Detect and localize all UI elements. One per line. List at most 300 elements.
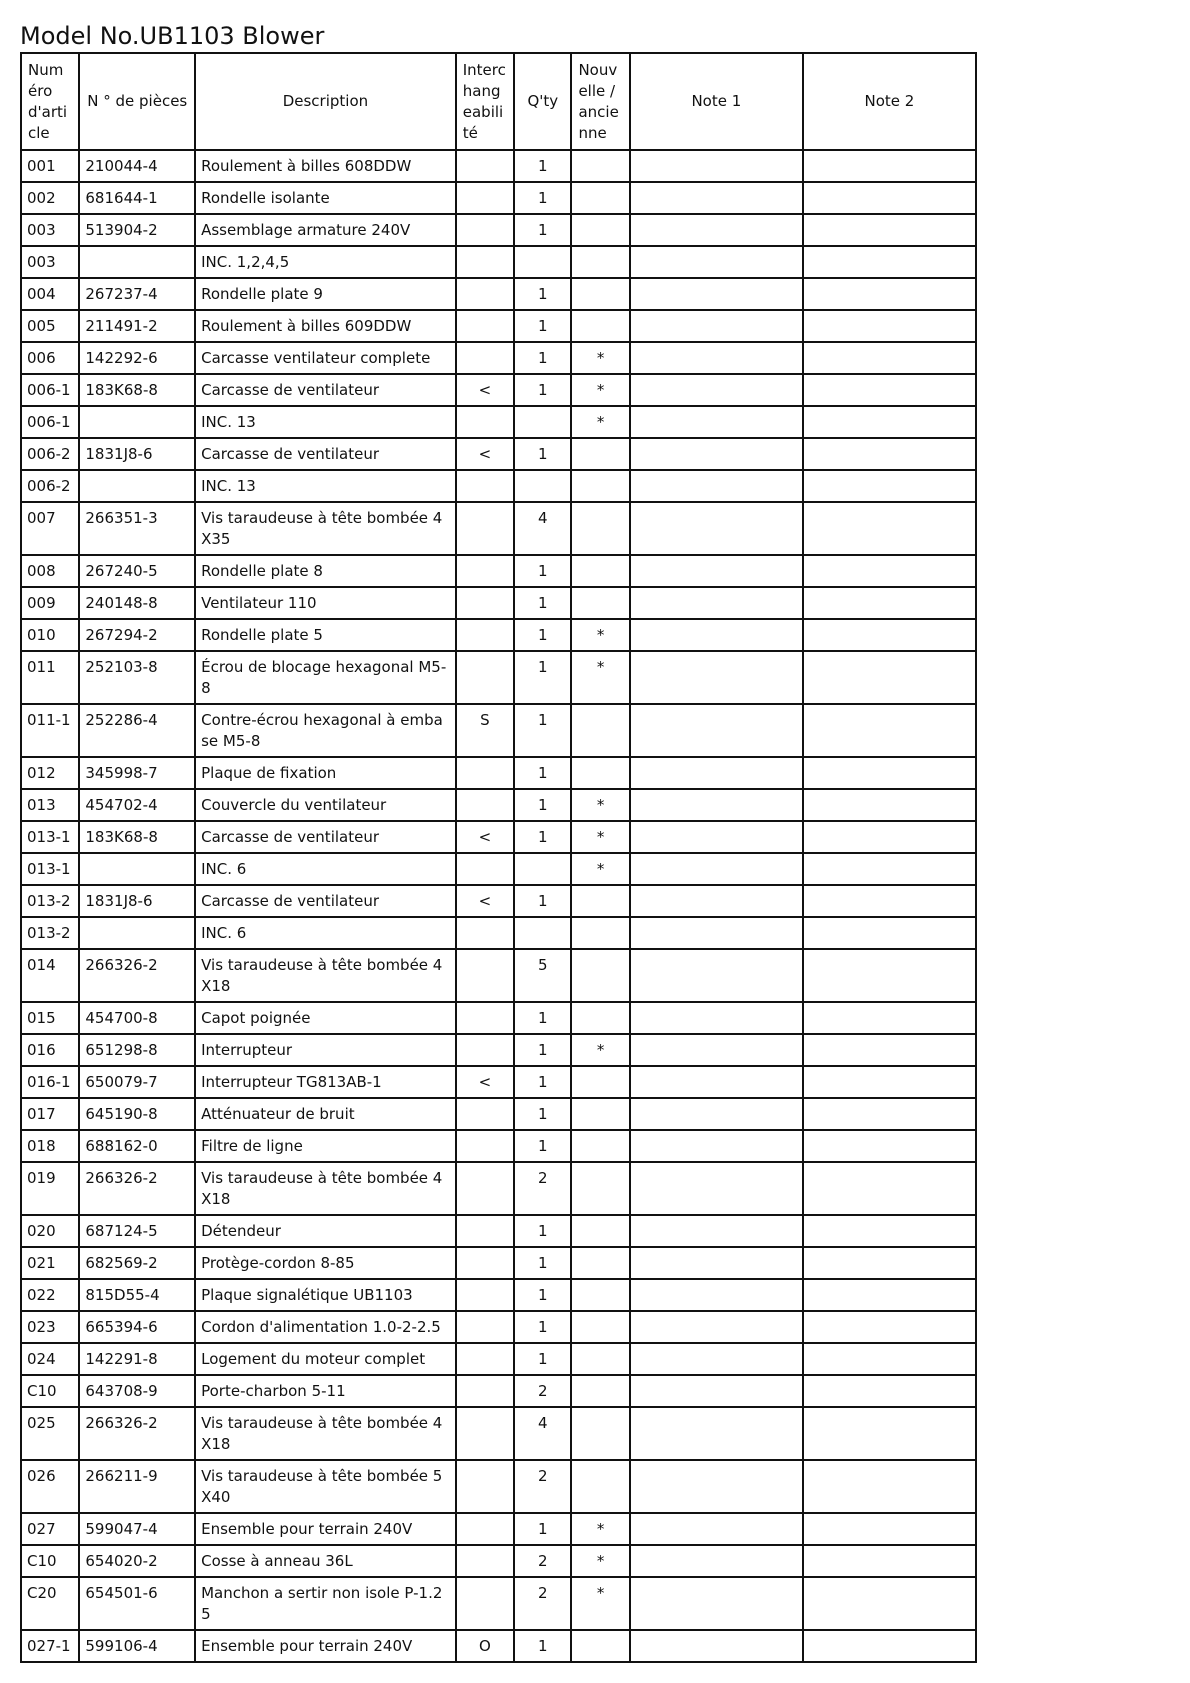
cell-new-old: [571, 1215, 629, 1247]
cell-description: Vis taraudeuse à tête bombée 4X18: [195, 1407, 456, 1460]
cell-quantity: 1: [514, 1066, 571, 1098]
cell-new-old: *: [571, 1034, 629, 1066]
cell-quantity: 1: [514, 1343, 571, 1375]
table-row: [21, 1034, 976, 1066]
cell-part-number: 142291-8: [79, 1343, 195, 1375]
cell-note-2: [803, 1279, 976, 1311]
cell-description: Ensemble pour terrain 240V: [195, 1513, 456, 1545]
cell-note-1: [630, 1407, 803, 1460]
cell-note-1: [630, 310, 803, 342]
cell-interchangeability: [456, 1002, 514, 1034]
cell-description: Ventilateur 110: [195, 587, 456, 619]
cell-note-2: [803, 821, 976, 853]
table-header-row: [21, 53, 976, 150]
cell-part-number: 687124-5: [79, 1215, 195, 1247]
cell-quantity: 1: [514, 214, 571, 246]
cell-quantity: [514, 406, 571, 438]
cell-note-1: [630, 1162, 803, 1215]
table-row: [21, 150, 976, 182]
header-part-number: N ° de pièces: [79, 53, 195, 150]
cell-description: INC. 13: [195, 406, 456, 438]
cell-interchangeability: <: [456, 1066, 514, 1098]
cell-note-2: [803, 704, 976, 757]
cell-new-old: *: [571, 651, 629, 704]
cell-note-2: [803, 1343, 976, 1375]
cell-item-number: 011: [21, 651, 79, 704]
cell-part-number: 345998-7: [79, 757, 195, 789]
cell-interchangeability: [456, 917, 514, 949]
cell-interchangeability: [456, 214, 514, 246]
cell-interchangeability: O: [456, 1630, 514, 1662]
cell-new-old: [571, 1460, 629, 1513]
cell-new-old: *: [571, 619, 629, 651]
cell-part-number: 267294-2: [79, 619, 195, 651]
cell-interchangeability: [456, 1130, 514, 1162]
cell-description: Détendeur: [195, 1215, 456, 1247]
cell-new-old: [571, 917, 629, 949]
cell-description: Contre-écrou hexagonal à embase M5-8: [195, 704, 456, 757]
cell-note-1: [630, 1375, 803, 1407]
header-item-number: Numéro d'article: [21, 53, 79, 150]
cell-part-number: 599106-4: [79, 1630, 195, 1662]
cell-item-number: 015: [21, 1002, 79, 1034]
cell-part-number: 142292-6: [79, 342, 195, 374]
cell-quantity: 4: [514, 502, 571, 555]
cell-note-2: [803, 1130, 976, 1162]
cell-quantity: 1: [514, 1130, 571, 1162]
table-row: [21, 587, 976, 619]
cell-note-2: [803, 587, 976, 619]
cell-interchangeability: [456, 1407, 514, 1460]
page-title: Model No.UB1103 Blower: [20, 22, 325, 50]
cell-quantity: 2: [514, 1545, 571, 1577]
cell-note-1: [630, 1545, 803, 1577]
cell-new-old: [571, 949, 629, 1002]
cell-quantity: 1: [514, 342, 571, 374]
cell-note-2: [803, 1407, 976, 1460]
cell-item-number: 026: [21, 1460, 79, 1513]
cell-item-number: 013-2: [21, 917, 79, 949]
cell-quantity: 2: [514, 1460, 571, 1513]
cell-note-1: [630, 619, 803, 651]
cell-description: Capot poignée: [195, 1002, 456, 1034]
cell-description: Couvercle du ventilateur: [195, 789, 456, 821]
table-row: [21, 619, 976, 651]
cell-item-number: 027: [21, 1513, 79, 1545]
cell-quantity: 1: [514, 651, 571, 704]
cell-interchangeability: [456, 406, 514, 438]
cell-item-number: 012: [21, 757, 79, 789]
cell-item-number: 006-1: [21, 374, 79, 406]
cell-description: INC. 6: [195, 917, 456, 949]
cell-note-1: [630, 1577, 803, 1630]
cell-new-old: *: [571, 374, 629, 406]
cell-description: Carcasse de ventilateur: [195, 438, 456, 470]
cell-new-old: [571, 555, 629, 587]
cell-quantity: 1: [514, 885, 571, 917]
cell-description: INC. 1,2,4,5: [195, 246, 456, 278]
cell-note-2: [803, 1545, 976, 1577]
table-row: [21, 821, 976, 853]
cell-note-1: [630, 704, 803, 757]
cell-note-2: [803, 214, 976, 246]
cell-description: Rondelle isolante: [195, 182, 456, 214]
cell-part-number: 454702-4: [79, 789, 195, 821]
cell-interchangeability: [456, 502, 514, 555]
cell-interchangeability: [456, 651, 514, 704]
cell-description: Assemblage armature 240V: [195, 214, 456, 246]
cell-interchangeability: [456, 246, 514, 278]
cell-new-old: [571, 1098, 629, 1130]
cell-description: Vis taraudeuse à tête bombée 4X18: [195, 949, 456, 1002]
cell-note-2: [803, 1460, 976, 1513]
cell-note-2: [803, 374, 976, 406]
cell-item-number: 006-1: [21, 406, 79, 438]
cell-part-number: 682569-2: [79, 1247, 195, 1279]
cell-part-number: 1831J8-6: [79, 885, 195, 917]
cell-item-number: C10: [21, 1545, 79, 1577]
cell-new-old: [571, 150, 629, 182]
cell-description: Carcasse de ventilateur: [195, 374, 456, 406]
cell-part-number: 665394-6: [79, 1311, 195, 1343]
cell-note-1: [630, 502, 803, 555]
cell-note-1: [630, 1279, 803, 1311]
cell-description: Porte-charbon 5-11: [195, 1375, 456, 1407]
cell-note-2: [803, 470, 976, 502]
cell-description: Roulement à billes 608DDW: [195, 150, 456, 182]
cell-part-number: [79, 406, 195, 438]
cell-interchangeability: [456, 587, 514, 619]
cell-note-1: [630, 1311, 803, 1343]
cell-new-old: [571, 278, 629, 310]
cell-item-number: 011-1: [21, 704, 79, 757]
cell-interchangeability: [456, 1343, 514, 1375]
cell-note-1: [630, 374, 803, 406]
cell-description: Cordon d'alimentation 1.0-2-2.5: [195, 1311, 456, 1343]
table-row: [21, 1247, 976, 1279]
table-row: [21, 917, 976, 949]
cell-description: Logement du moteur complet: [195, 1343, 456, 1375]
parts-table-body: [21, 150, 976, 1662]
cell-quantity: 5: [514, 949, 571, 1002]
cell-note-1: [630, 1002, 803, 1034]
cell-note-1: [630, 1513, 803, 1545]
cell-interchangeability: [456, 150, 514, 182]
cell-interchangeability: <: [456, 885, 514, 917]
cell-note-2: [803, 949, 976, 1002]
cell-interchangeability: [456, 1513, 514, 1545]
cell-note-2: [803, 1162, 976, 1215]
cell-item-number: 001: [21, 150, 79, 182]
cell-item-number: 023: [21, 1311, 79, 1343]
cell-part-number: 651298-8: [79, 1034, 195, 1066]
table-row: [21, 470, 976, 502]
table-row: [21, 1577, 976, 1630]
cell-part-number: 599047-4: [79, 1513, 195, 1545]
cell-interchangeability: [456, 619, 514, 651]
cell-note-1: [630, 949, 803, 1002]
cell-item-number: 008: [21, 555, 79, 587]
cell-quantity: 1: [514, 278, 571, 310]
table-row: [21, 502, 976, 555]
cell-interchangeability: [456, 789, 514, 821]
cell-new-old: [571, 587, 629, 619]
cell-new-old: [571, 1066, 629, 1098]
cell-quantity: 2: [514, 1375, 571, 1407]
cell-item-number: 021: [21, 1247, 79, 1279]
cell-interchangeability: [456, 555, 514, 587]
cell-note-2: [803, 555, 976, 587]
cell-note-2: [803, 438, 976, 470]
cell-note-1: [630, 1034, 803, 1066]
cell-interchangeability: [456, 1215, 514, 1247]
cell-interchangeability: [456, 470, 514, 502]
cell-part-number: 183K68-8: [79, 821, 195, 853]
cell-note-2: [803, 278, 976, 310]
cell-note-1: [630, 555, 803, 587]
cell-new-old: [571, 1279, 629, 1311]
cell-part-number: 252103-8: [79, 651, 195, 704]
cell-quantity: 2: [514, 1577, 571, 1630]
cell-quantity: 2: [514, 1162, 571, 1215]
table-row: [21, 342, 976, 374]
cell-new-old: [571, 1247, 629, 1279]
table-row: [21, 438, 976, 470]
cell-item-number: 007: [21, 502, 79, 555]
cell-note-1: [630, 406, 803, 438]
cell-quantity: 1: [514, 587, 571, 619]
table-row: [21, 1098, 976, 1130]
table-row: [21, 310, 976, 342]
cell-part-number: 211491-2: [79, 310, 195, 342]
cell-interchangeability: [456, 1279, 514, 1311]
cell-note-1: [630, 470, 803, 502]
cell-interchangeability: [456, 1460, 514, 1513]
cell-part-number: 654020-2: [79, 1545, 195, 1577]
cell-new-old: [571, 438, 629, 470]
cell-part-number: 815D55-4: [79, 1279, 195, 1311]
cell-note-2: [803, 789, 976, 821]
cell-note-1: [630, 789, 803, 821]
cell-quantity: 1: [514, 1513, 571, 1545]
cell-quantity: 1: [514, 821, 571, 853]
cell-description: Rondelle plate 9: [195, 278, 456, 310]
table-row: [21, 278, 976, 310]
cell-description: INC. 13: [195, 470, 456, 502]
cell-interchangeability: [456, 278, 514, 310]
cell-item-number: 018: [21, 1130, 79, 1162]
table-row: [21, 1002, 976, 1034]
cell-new-old: *: [571, 821, 629, 853]
cell-note-2: [803, 853, 976, 885]
cell-item-number: 024: [21, 1343, 79, 1375]
cell-interchangeability: <: [456, 821, 514, 853]
cell-interchangeability: [456, 1098, 514, 1130]
cell-new-old: [571, 1343, 629, 1375]
cell-quantity: [514, 470, 571, 502]
cell-note-2: [803, 917, 976, 949]
header-description: Description: [195, 53, 456, 150]
cell-new-old: [571, 214, 629, 246]
cell-note-2: [803, 1034, 976, 1066]
cell-quantity: [514, 853, 571, 885]
cell-note-1: [630, 1215, 803, 1247]
cell-item-number: 003: [21, 214, 79, 246]
cell-note-2: [803, 757, 976, 789]
header-note-2: Note 2: [803, 53, 976, 150]
cell-description: Atténuateur de bruit: [195, 1098, 456, 1130]
cell-item-number: C10: [21, 1375, 79, 1407]
cell-quantity: 1: [514, 757, 571, 789]
cell-item-number: 003: [21, 246, 79, 278]
cell-note-2: [803, 182, 976, 214]
cell-part-number: 513904-2: [79, 214, 195, 246]
cell-interchangeability: [456, 1311, 514, 1343]
cell-interchangeability: [456, 310, 514, 342]
cell-new-old: *: [571, 1577, 629, 1630]
cell-description: Cosse à anneau 36L: [195, 1545, 456, 1577]
cell-interchangeability: S: [456, 704, 514, 757]
cell-item-number: 025: [21, 1407, 79, 1460]
cell-new-old: [571, 1130, 629, 1162]
cell-new-old: [571, 704, 629, 757]
cell-quantity: 1: [514, 310, 571, 342]
cell-note-2: [803, 1375, 976, 1407]
cell-note-2: [803, 1311, 976, 1343]
cell-quantity: 1: [514, 789, 571, 821]
cell-quantity: 1: [514, 1098, 571, 1130]
cell-new-old: [571, 1162, 629, 1215]
cell-note-1: [630, 438, 803, 470]
cell-description: Carcasse de ventilateur: [195, 821, 456, 853]
cell-quantity: 1: [514, 438, 571, 470]
cell-description: Rondelle plate 5: [195, 619, 456, 651]
table-row: [21, 1545, 976, 1577]
cell-quantity: 1: [514, 1279, 571, 1311]
cell-interchangeability: [456, 1034, 514, 1066]
cell-description: Plaque signalétique UB1103: [195, 1279, 456, 1311]
cell-description: INC. 6: [195, 853, 456, 885]
cell-new-old: [571, 246, 629, 278]
cell-new-old: [571, 310, 629, 342]
cell-part-number: 688162-0: [79, 1130, 195, 1162]
cell-interchangeability: [456, 1247, 514, 1279]
cell-item-number: 006-2: [21, 438, 79, 470]
cell-note-1: [630, 1343, 803, 1375]
cell-new-old: [571, 470, 629, 502]
cell-description: Interrupteur TG813AB-1: [195, 1066, 456, 1098]
cell-item-number: 016-1: [21, 1066, 79, 1098]
cell-new-old: *: [571, 406, 629, 438]
cell-note-2: [803, 342, 976, 374]
cell-note-1: [630, 1460, 803, 1513]
cell-note-1: [630, 1098, 803, 1130]
cell-interchangeability: [456, 342, 514, 374]
cell-note-1: [630, 342, 803, 374]
cell-item-number: 017: [21, 1098, 79, 1130]
table-row: [21, 651, 976, 704]
cell-description: Vis taraudeuse à tête bombée 4X18: [195, 1162, 456, 1215]
cell-new-old: *: [571, 1545, 629, 1577]
cell-item-number: 013-2: [21, 885, 79, 917]
cell-part-number: [79, 917, 195, 949]
cell-note-2: [803, 502, 976, 555]
cell-note-1: [630, 150, 803, 182]
cell-note-2: [803, 1577, 976, 1630]
cell-note-2: [803, 1513, 976, 1545]
cell-item-number: 016: [21, 1034, 79, 1066]
header-interchangeability: Interchangeabilité: [456, 53, 514, 150]
cell-description: Filtre de ligne: [195, 1130, 456, 1162]
table-row: [21, 1375, 976, 1407]
cell-quantity: 1: [514, 1247, 571, 1279]
cell-note-1: [630, 885, 803, 917]
cell-description: Protège-cordon 8-85: [195, 1247, 456, 1279]
cell-quantity: 1: [514, 1002, 571, 1034]
cell-note-2: [803, 1002, 976, 1034]
cell-new-old: [571, 885, 629, 917]
table-row: [21, 1130, 976, 1162]
cell-item-number: 010: [21, 619, 79, 651]
cell-part-number: 1831J8-6: [79, 438, 195, 470]
header-note-1: Note 1: [630, 53, 803, 150]
cell-quantity: 1: [514, 704, 571, 757]
table-row: [21, 853, 976, 885]
cell-part-number: 645190-8: [79, 1098, 195, 1130]
cell-note-1: [630, 757, 803, 789]
cell-note-2: [803, 406, 976, 438]
table-row: [21, 246, 976, 278]
cell-part-number: 210044-4: [79, 150, 195, 182]
cell-part-number: 654501-6: [79, 1577, 195, 1630]
cell-new-old: [571, 1002, 629, 1034]
cell-item-number: 022: [21, 1279, 79, 1311]
table-row: [21, 555, 976, 587]
table-row: [21, 885, 976, 917]
cell-note-1: [630, 853, 803, 885]
cell-note-2: [803, 246, 976, 278]
cell-new-old: *: [571, 789, 629, 821]
cell-part-number: 266326-2: [79, 1407, 195, 1460]
parts-table: [20, 52, 977, 1663]
cell-part-number: 266326-2: [79, 1162, 195, 1215]
cell-item-number: 013-1: [21, 821, 79, 853]
cell-note-2: [803, 651, 976, 704]
cell-note-2: [803, 1098, 976, 1130]
table-row: [21, 704, 976, 757]
table-row: [21, 182, 976, 214]
cell-part-number: [79, 246, 195, 278]
cell-interchangeability: [456, 1375, 514, 1407]
cell-part-number: 183K68-8: [79, 374, 195, 406]
cell-item-number: 019: [21, 1162, 79, 1215]
cell-interchangeability: [456, 949, 514, 1002]
header-new-old: Nouvelle / ancienne: [571, 53, 629, 150]
cell-quantity: 1: [514, 150, 571, 182]
cell-part-number: 454700-8: [79, 1002, 195, 1034]
cell-note-1: [630, 917, 803, 949]
cell-part-number: 266351-3: [79, 502, 195, 555]
cell-new-old: [571, 1407, 629, 1460]
cell-interchangeability: [456, 1577, 514, 1630]
table-row: [21, 1215, 976, 1247]
cell-item-number: 027-1: [21, 1630, 79, 1662]
header-quantity: Q'ty: [514, 53, 571, 150]
cell-interchangeability: [456, 1162, 514, 1215]
cell-description: Vis taraudeuse à tête bombée 4X35: [195, 502, 456, 555]
cell-item-number: 006-2: [21, 470, 79, 502]
cell-note-1: [630, 1247, 803, 1279]
